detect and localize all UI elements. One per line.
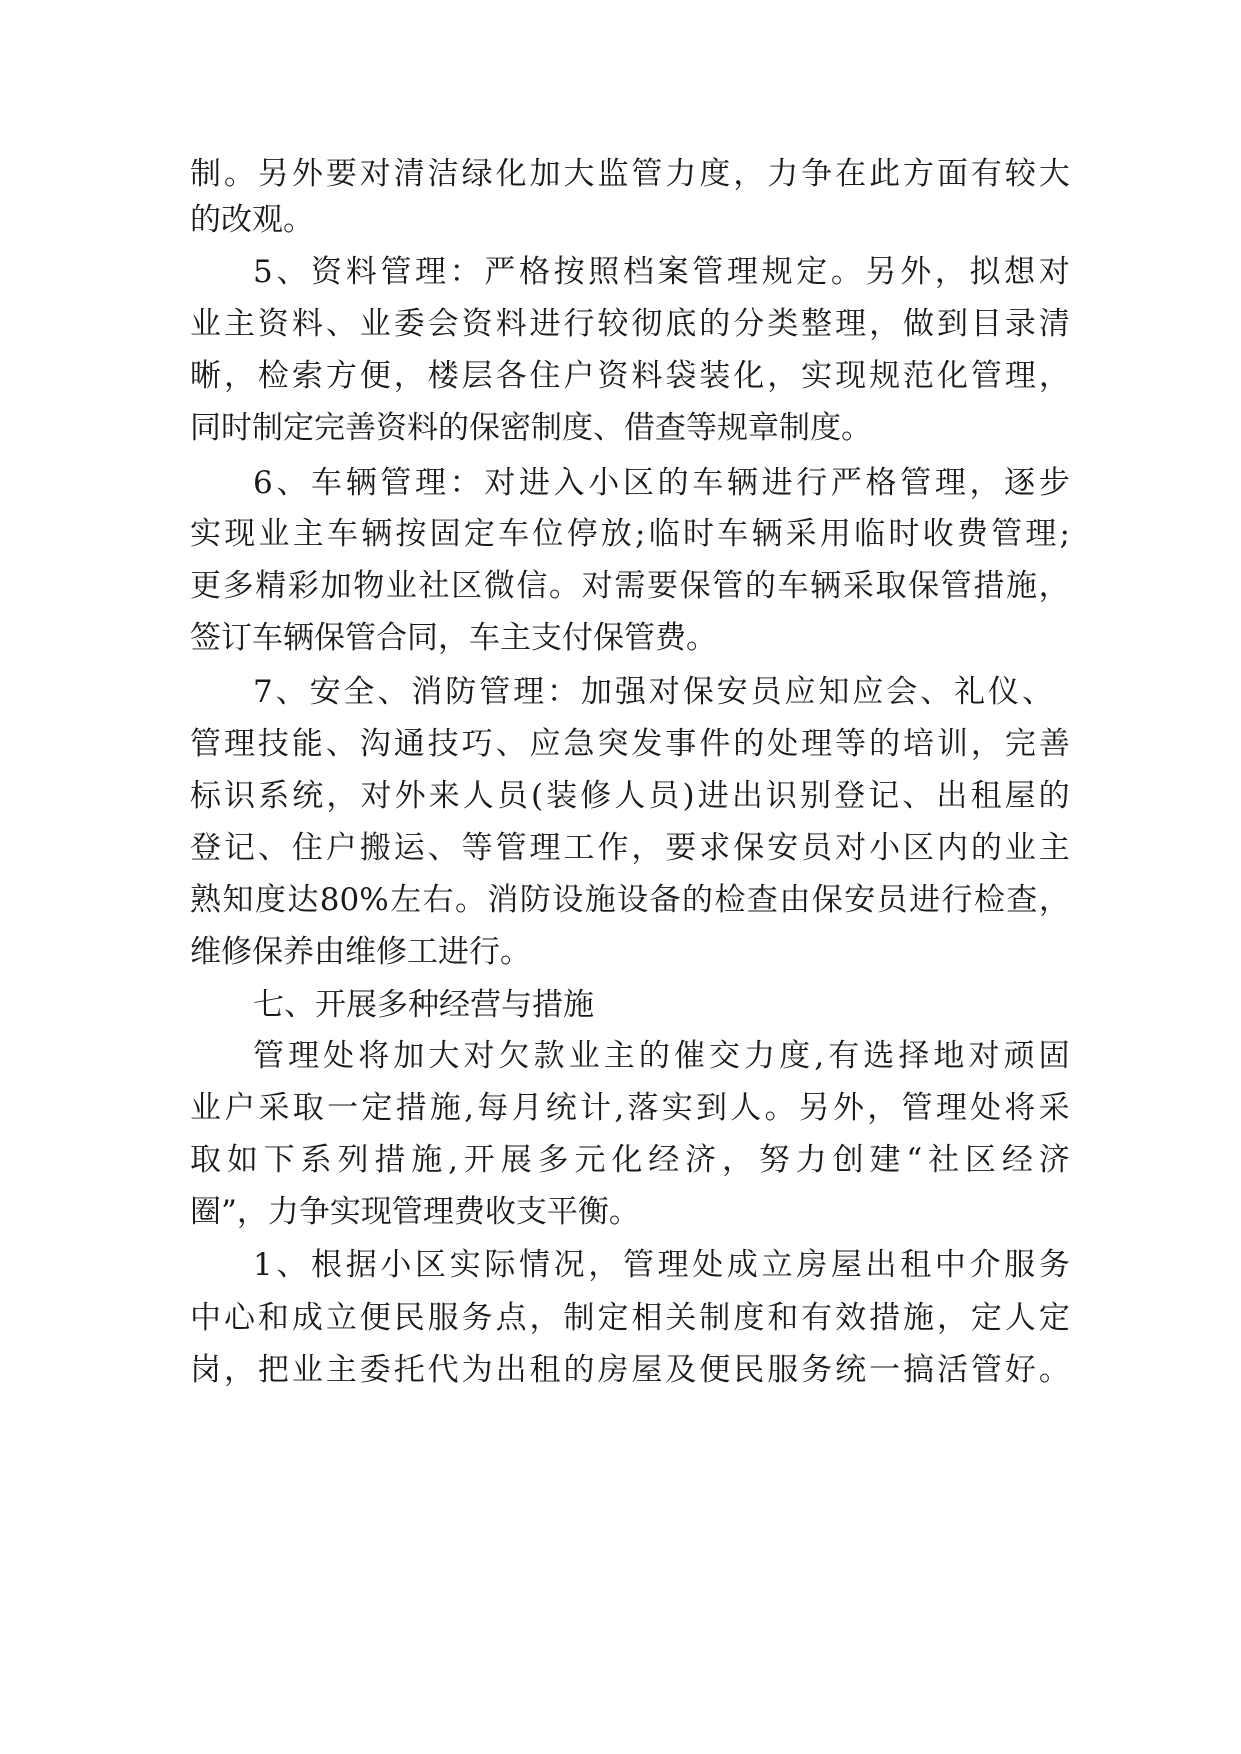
text-line: 标 识 系 统 ， 对 外 来 人 员 ( 装 修 人 员 ) 进 出 识 别 登 记 、 出 租 屋 的 bbox=[190, 778, 1070, 814]
text-line: 业 主 资 料 、 业 委 会 资 料 进 行 较 彻 底 的 分 类 整 理 ， 做 到 目 录 清 bbox=[190, 306, 1070, 342]
text-line: 实 现 业 主 车 辆 按 固 定 车 位 停 放 ; 临 时 车 辆 采 用 临 时 收 费 管 理 ; bbox=[190, 516, 1070, 552]
text-line: 制 。 另 外 要 对 清 洁 绿 化 加 大 监 管 力 度 ， 力 争 在 此 方 面 有 较 大 bbox=[190, 156, 1070, 192]
text-line: 6 、 车 辆 管 理 ： 对 进 入 小 区 的 车 辆 进 行 严 格 管 理 ， 逐 步 bbox=[253, 465, 1070, 501]
section-heading: 七、开展多种经营与措施 bbox=[253, 987, 594, 1023]
text-line: 中 心 和 成 立 便 民 服 务 点 ， 制 定 相 关 制 度 和 有 效 措 施 ， 定 人 定 bbox=[190, 1300, 1070, 1336]
text-line: 业 户 采 取 一 定 措 施 , 每 月 统 计 , 落 实 到 人 。 另 外 ， 管 理 处 将 采 bbox=[190, 1090, 1070, 1126]
text-line: 圈”，力争实现管理费收支平衡。 bbox=[190, 1194, 640, 1230]
text-line: 熟 知 度 达 80% 左 右 。 消 防 设 施 设 备 的 检 查 由 保 安 员 进 行 检 查 ， bbox=[190, 882, 1070, 918]
text-line: 5 、 资 料 管 理 ： 严 格 按 照 档 案 管 理 规 定 。 另 外 ， 拟 想 对 bbox=[253, 254, 1070, 290]
text-line: 管 理 技 能 、 沟 通 技 巧 、 应 急 突 发 事 件 的 处 理 等 的 培 训 ， 完 善 bbox=[190, 726, 1070, 762]
text-line: 更 多 精 彩 加 物 业 社 区 微 信 。 对 需 要 保 管 的 车 辆 采 取 保 管 措 施 ， bbox=[190, 568, 1070, 604]
text-line: 晰 ， 检 索 方 便 ， 楼 层 各 住 户 资 料 袋 装 化 ， 实 现 规 范 化 管 理 ， bbox=[190, 358, 1070, 394]
text-line: 签订车辆保管合同，车主支付保管费。 bbox=[190, 620, 717, 656]
text-line: 7 、 安 全 、 消 防 管 理 ： 加 强 对 保 安 员 应 知 应 会 、 礼 仪 、 bbox=[253, 674, 1053, 710]
text-line: 岗 ， 把 业 主 委 托 代 为 出 租 的 房 屋 及 便 民 服 务 统 一 搞 活 管 好 。 bbox=[190, 1352, 1070, 1388]
text-line: 管 理 处 将 加 大 对 欠 款 业 主 的 催 交 力 度 , 有 选 择 地 对 顽 固 bbox=[253, 1038, 1070, 1074]
text-line: 登 记 、 住 户 搬 运 、 等 管 理 工 作 ， 要 求 保 安 员 对 小 区 内 的 业 主 bbox=[190, 830, 1070, 866]
text-line: 取 如 下 系 列 措 施 , 开 展 多 元 化 经 济 ， 努 力 创 建 “ 社 区 经 济 bbox=[190, 1142, 1070, 1178]
text-line: 同时制定完善资料的保密制度、借查等规章制度。 bbox=[190, 410, 872, 446]
text-line: 1 、 根 据 小 区 实 际 情 况 ， 管 理 处 成 立 房 屋 出 租 中 介 服 务 bbox=[253, 1247, 1070, 1283]
text-line: 维修保养由维修工进行。 bbox=[190, 934, 531, 970]
text-line: 的改观。 bbox=[190, 202, 314, 238]
